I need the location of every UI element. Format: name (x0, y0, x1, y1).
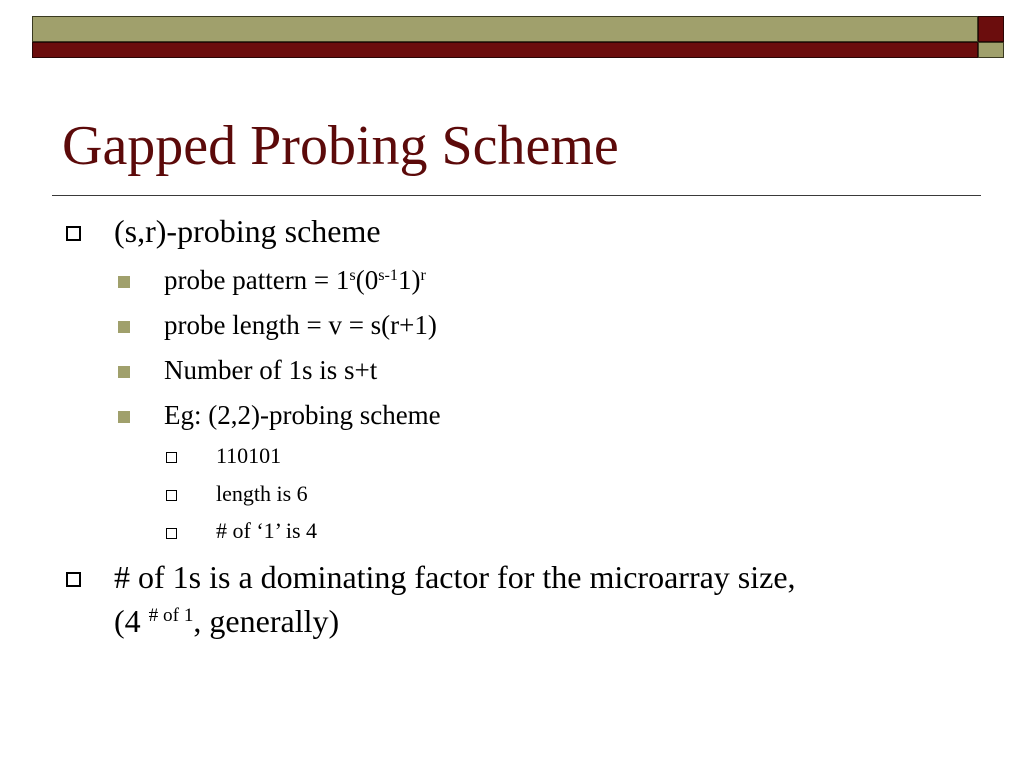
bullet-dominating-factor-line2 (114, 602, 339, 646)
hollow-square-bullet-icon (166, 490, 177, 501)
bullet-probe-length: probe length = v = s(r+1) (164, 310, 437, 340)
header-square-olive (978, 42, 1004, 58)
probe-pattern-mid2: 1) (398, 265, 421, 295)
square-bullet-icon (118, 411, 130, 423)
hollow-square-bullet-icon (66, 226, 81, 241)
square-bullet-icon (118, 366, 130, 378)
header-bar-olive (32, 16, 978, 42)
bullet-length-6: length is 6 (216, 481, 308, 506)
dominating-line2-prefix: (4 (114, 603, 149, 639)
hollow-square-bullet-icon (66, 572, 81, 587)
hollow-square-bullet-icon (166, 528, 177, 539)
bullet-110101: 110101 (216, 443, 282, 468)
dominating-line2-suffix: , generally) (193, 603, 340, 639)
title-divider (52, 195, 981, 196)
hollow-square-bullet-icon (166, 452, 177, 463)
probe-pattern-sup-s-1: s-1 (378, 266, 399, 285)
probe-pattern-sup-s: s (349, 266, 356, 285)
square-bullet-icon (118, 276, 130, 288)
header-square-maroon (978, 16, 1004, 42)
bullet-srprobing: (s,r)-probing scheme (114, 213, 381, 249)
bullet-count-of-ones: # of ‘1’ is 4 (216, 518, 318, 543)
header-bar-maroon (32, 42, 978, 58)
probe-pattern-mid1: (0 (355, 265, 379, 295)
dominating-line2-sup: # of 1 (148, 605, 194, 627)
bullet-probe-pattern (164, 264, 426, 300)
probe-pattern-prefix: probe pattern = 1 (164, 265, 350, 295)
probe-pattern-sup-r: r (420, 266, 426, 285)
bullet-number-of-1s: Number of 1s is s+t (164, 355, 378, 385)
square-bullet-icon (118, 321, 130, 333)
bullet-dominating-factor-line1: # of 1s is a dominating factor for the microarray size, (114, 559, 796, 595)
slide-title: Gapped Probing Scheme (62, 115, 619, 177)
bullet-example: Eg: (2,2)-probing scheme (164, 400, 441, 430)
